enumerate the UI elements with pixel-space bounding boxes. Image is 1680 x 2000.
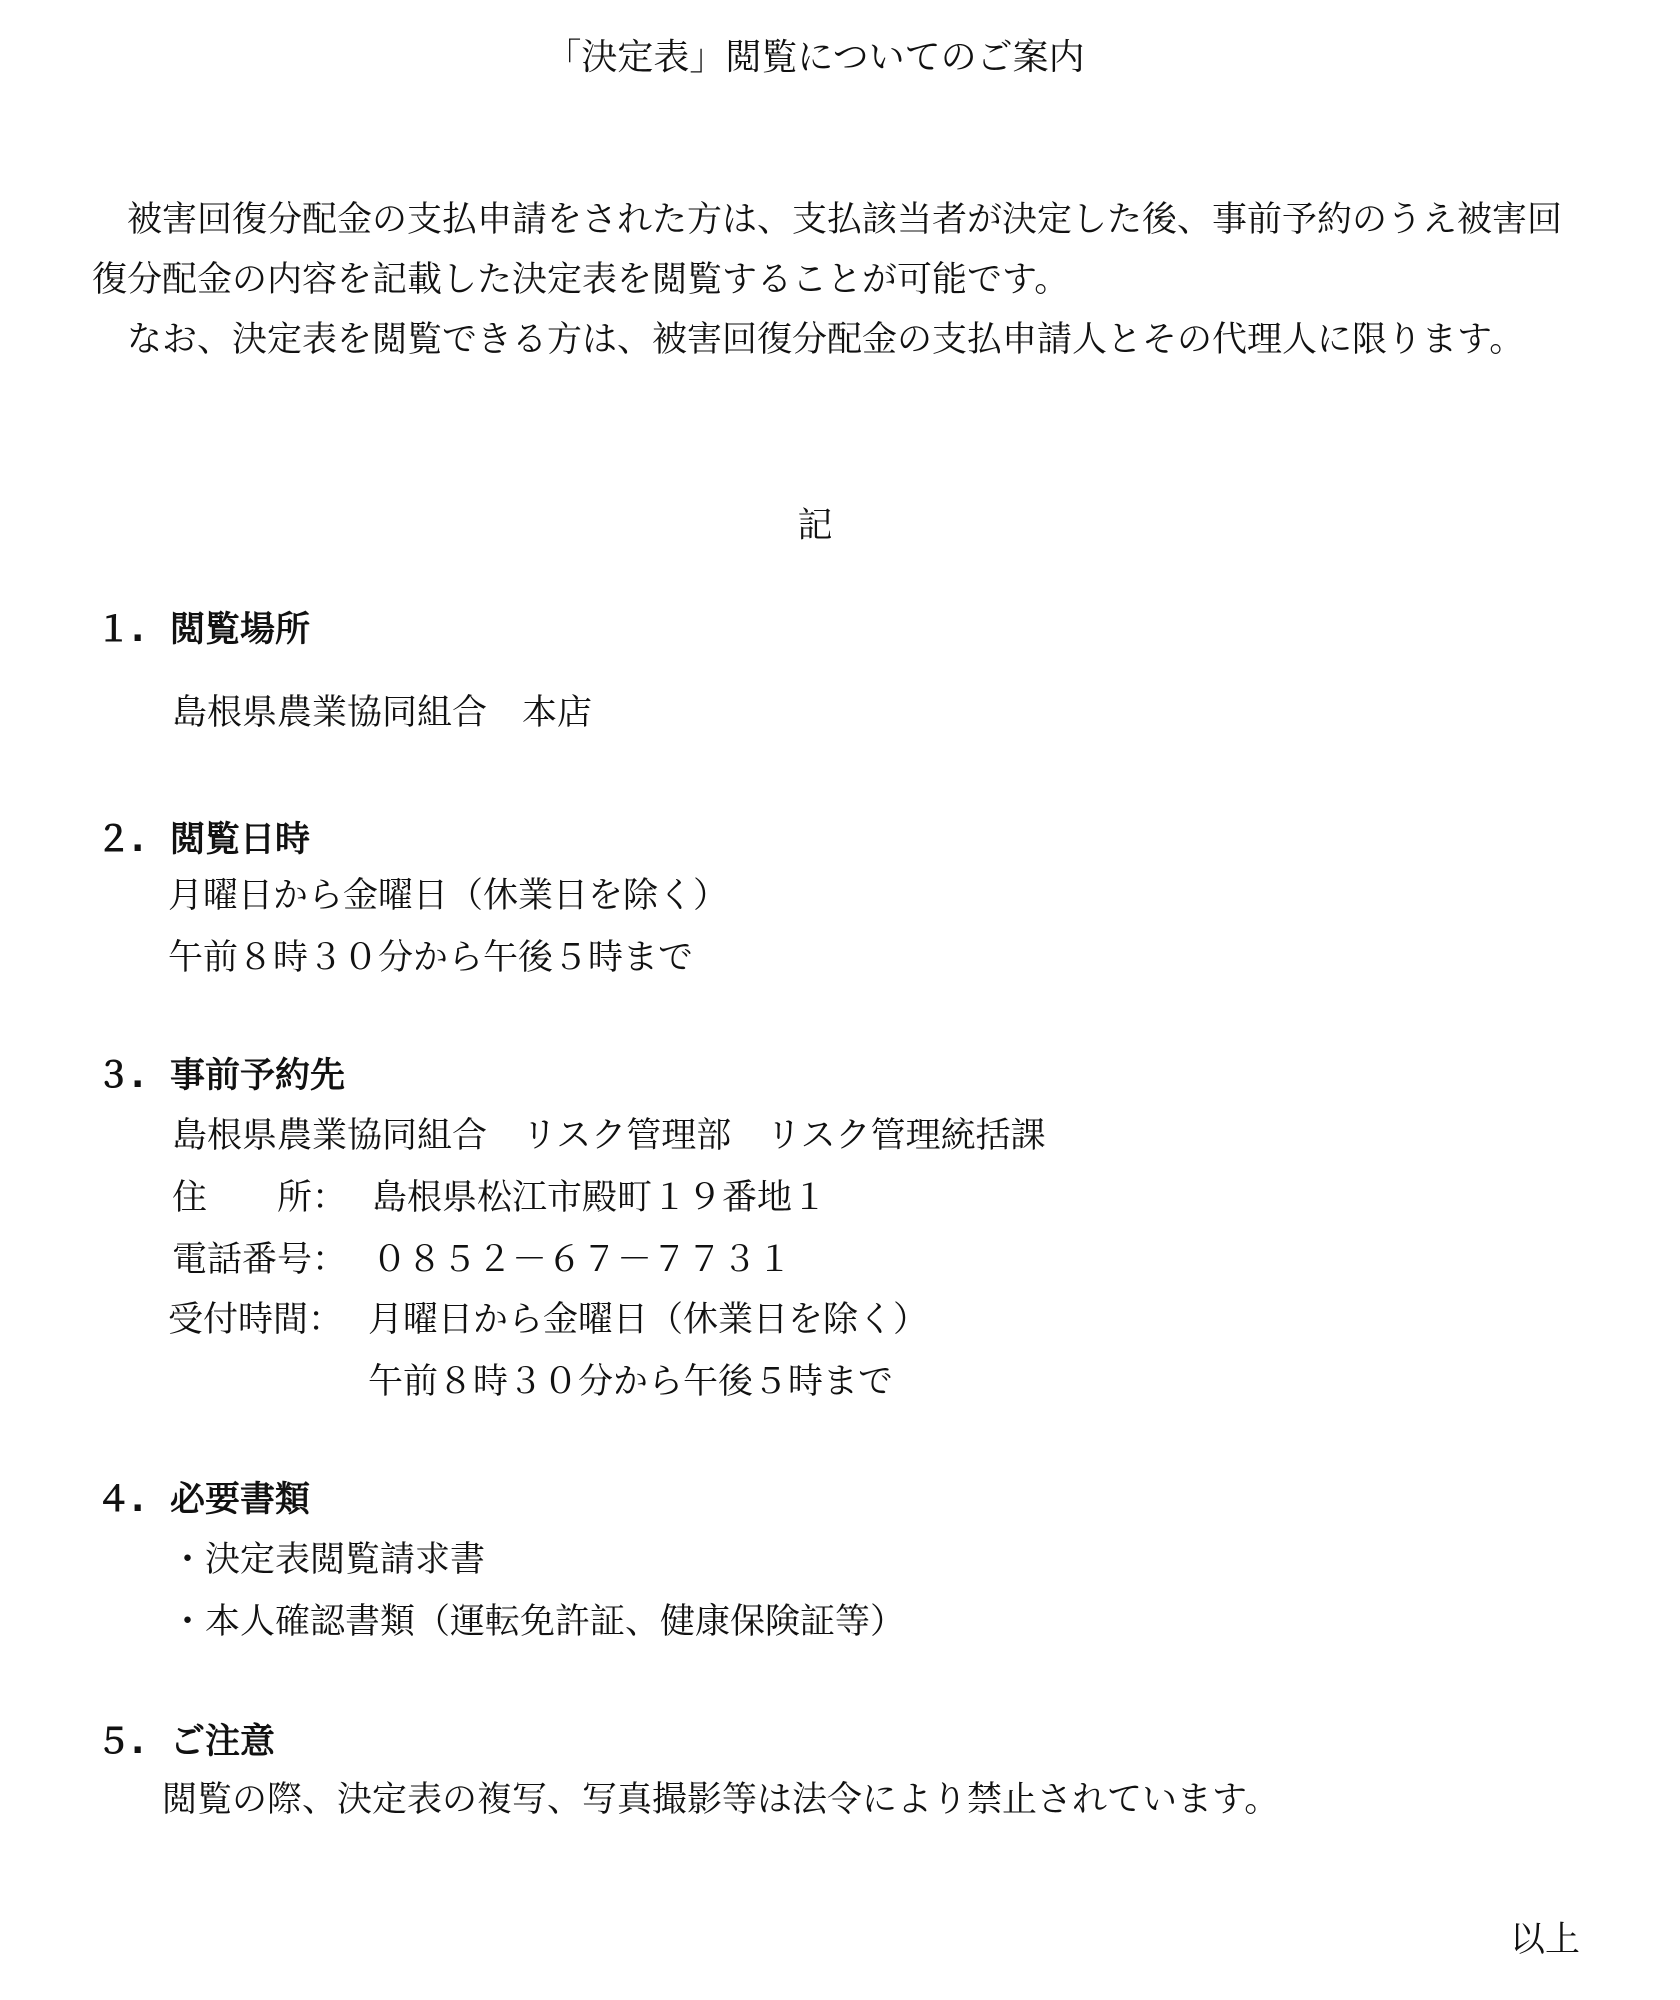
phone-value: ０８５２－６７－７７３１ bbox=[372, 1240, 793, 1280]
documents-item-2: ・本人確認書類（運転免許証、健康保険証等） bbox=[170, 1602, 906, 1642]
section-reservation-heading bbox=[96, 1046, 345, 1106]
place-text: 島根県農業協同組合 本店 bbox=[172, 693, 593, 733]
intro-paragraph-2: なお、決定表を閲覧できる方は、被害回復分配金の支払申請人とその代理人に限ります。 bbox=[127, 320, 1525, 360]
closing-ijou: 以上 bbox=[1509, 1920, 1580, 1960]
section-reservation-title: 事前予約先 bbox=[170, 1056, 346, 1096]
section-documents-number: ４. bbox=[96, 1480, 145, 1520]
intro-paragraph-1: 被害回復分配金の支払申請をされた方は、支払該当者が決定した後、事前予約のうえ被害回復分配金の内容を記載した決定表を閲覧することが可能です。 bbox=[92, 200, 1563, 300]
reservation-phone-row bbox=[172, 1230, 792, 1290]
section-datetime-number: ２. bbox=[96, 820, 145, 860]
section-documents-title: 必要書類 bbox=[170, 1480, 311, 1520]
notice-text: 閲覧の際、決定表の複写、写真撮影等は法令により禁止されています。 bbox=[162, 1780, 1280, 1820]
section-notice-heading bbox=[96, 1712, 275, 1772]
section-notice-title: ご注意 bbox=[170, 1722, 276, 1762]
document-title: 「決定表」閲覧についてのご案内 bbox=[545, 37, 1085, 78]
section-datetime-title: 閲覧日時 bbox=[170, 820, 311, 860]
section-documents-heading bbox=[96, 1470, 310, 1530]
hours-label: 受付時間： bbox=[168, 1300, 344, 1340]
section-place-title: 閲覧場所 bbox=[170, 610, 311, 650]
section-place-heading bbox=[96, 600, 310, 660]
documents-item-1: ・決定表閲覧請求書 bbox=[170, 1540, 486, 1580]
datetime-hours: 午前８時３０分から午後５時まで bbox=[168, 938, 694, 978]
address-label: 住 所： bbox=[172, 1178, 348, 1218]
datetime-days: 月曜日から金曜日（休業日を除く） bbox=[168, 876, 729, 916]
section-place-number: １. bbox=[96, 610, 145, 650]
reservation-address-row bbox=[172, 1168, 827, 1228]
hours-days-value: 月曜日から金曜日（休業日を除く） bbox=[368, 1300, 929, 1340]
reservation-hours-time: 午前８時３０分から午後５時まで bbox=[368, 1362, 894, 1402]
section-reservation-number: ３. bbox=[96, 1056, 145, 1096]
ki-marker: 記 bbox=[797, 506, 833, 546]
phone-label: 電話番号： bbox=[172, 1240, 348, 1280]
intro-text bbox=[92, 190, 1592, 370]
section-notice-number: ５. bbox=[96, 1722, 145, 1762]
section-datetime-heading bbox=[96, 810, 310, 870]
reservation-org: 島根県農業協同組合 リスク管理部 リスク管理統括課 bbox=[172, 1116, 1046, 1156]
reservation-hours-row bbox=[168, 1290, 928, 1350]
address-value: 島根県松江市殿町１９番地１ bbox=[372, 1178, 828, 1218]
